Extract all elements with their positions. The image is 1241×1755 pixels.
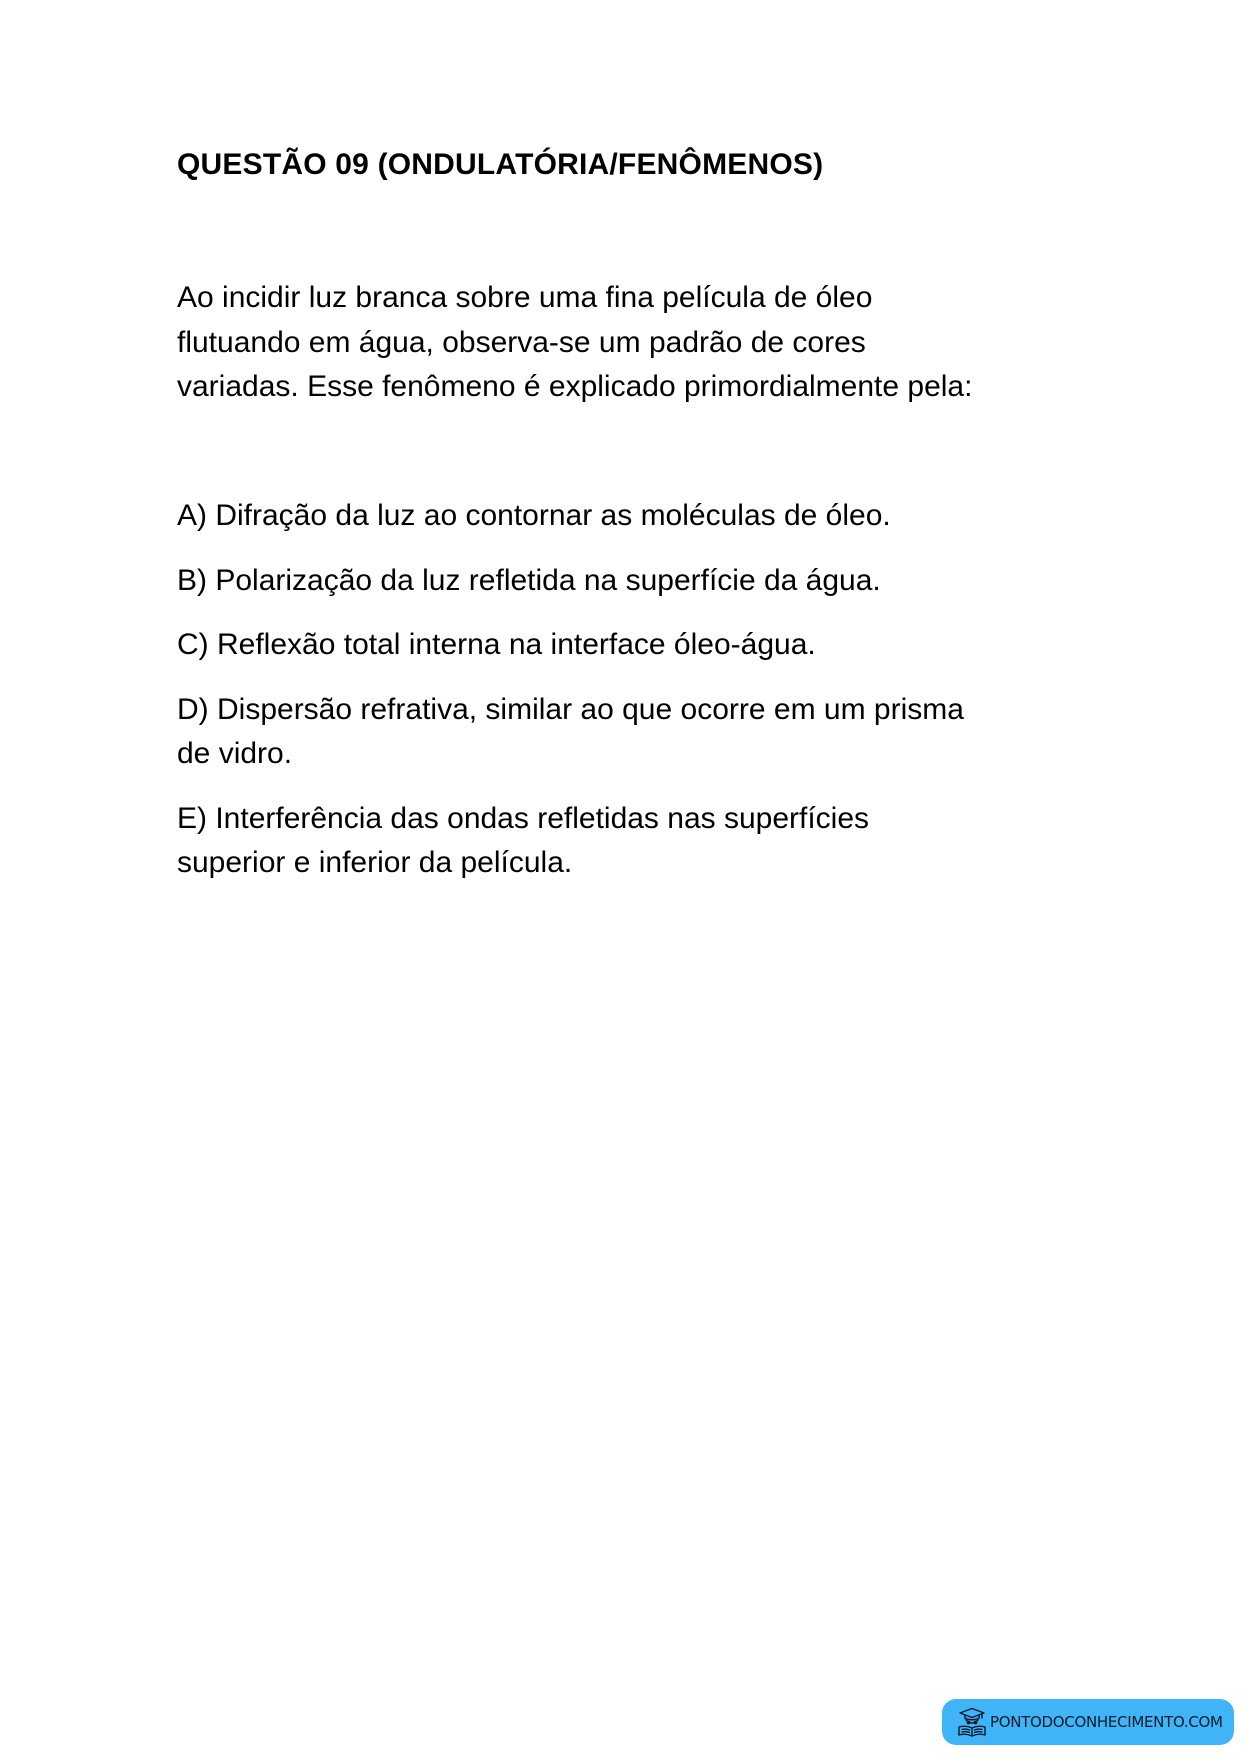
graduate-reading-book-icon	[956, 1706, 988, 1738]
question-prompt	[177, 276, 1077, 410]
site-badge[interactable]	[942, 1699, 1234, 1745]
option-e	[177, 797, 1077, 886]
prompt-line: variadas. Esse fenômeno é explicado primordialmente pela:	[177, 370, 973, 403]
question-title: QUESTÃO 09 (ONDULATÓRIA/FENÔMENOS)	[177, 148, 824, 181]
badge-text: PONTODOCONHECIMENTO.COM	[990, 1713, 1223, 1731]
option-d-text-cont: de vidro.	[177, 737, 293, 770]
prompt-line: Ao incidir luz branca sobre uma fina película de óleo	[177, 281, 873, 314]
option-e-text-cont: superior e inferior da película.	[177, 846, 573, 879]
prompt-line: flutuando em água, observa-se um padrão de cores	[177, 325, 866, 359]
option-e-text: E) Interferência das ondas refletidas nas superfícies	[177, 801, 870, 835]
option-a	[177, 494, 1077, 539]
option-c-text: C) Reflexão total interna na interface óleo-água.	[177, 628, 816, 661]
answer-options	[177, 494, 1077, 906]
option-d-text: D) Dispersão refrativa, similar ao que ocorre em um prisma	[177, 692, 964, 726]
option-b	[177, 559, 1077, 604]
option-b-text: B) Polarização da luz refletida na superfície da água.	[177, 563, 881, 597]
option-c	[177, 623, 1077, 668]
option-d	[177, 688, 1077, 777]
option-a-text: A) Difração da luz ao contornar as moléculas de óleo.	[177, 499, 891, 532]
